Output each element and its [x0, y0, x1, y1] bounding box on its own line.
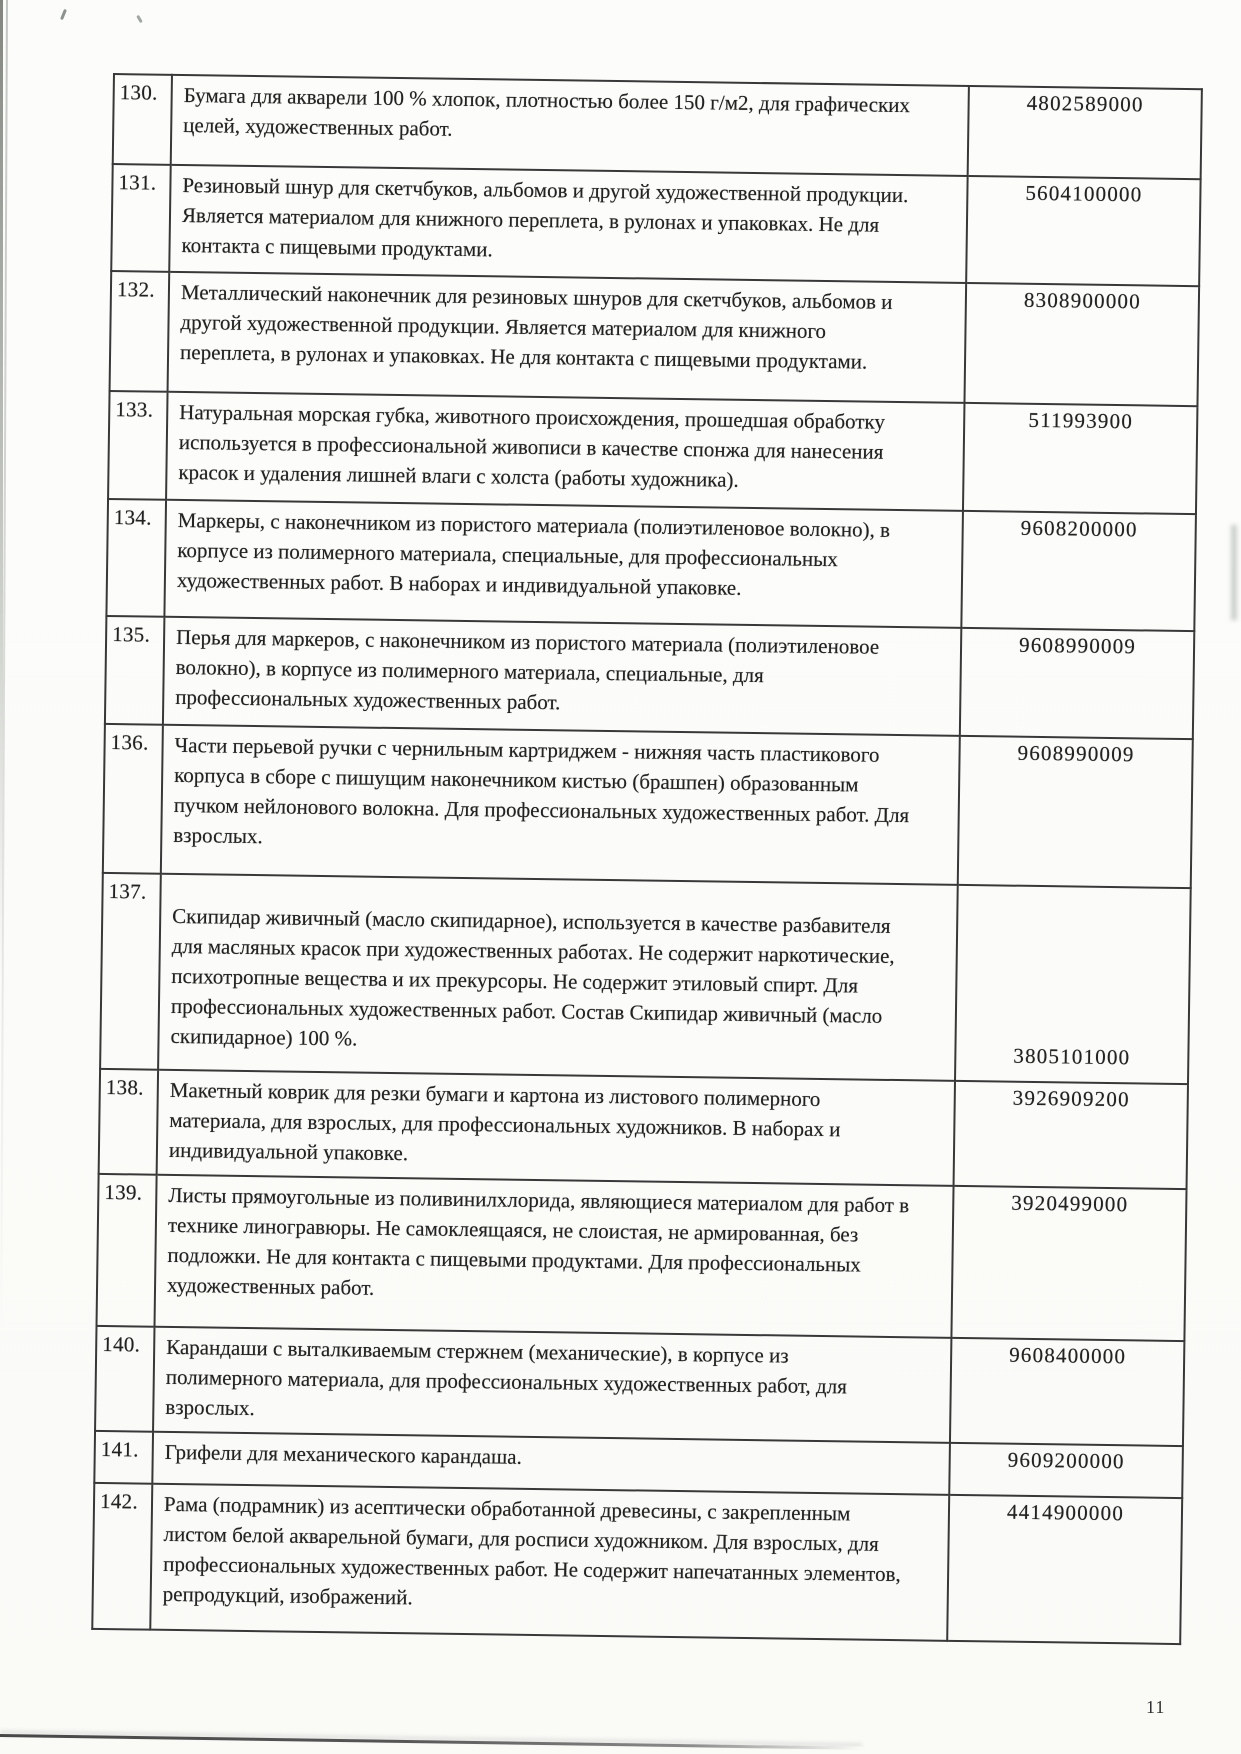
table-row	[95, 1326, 1184, 1446]
row-code: 4414900000	[947, 1495, 1182, 1644]
row-number: 141.	[94, 1431, 153, 1484]
row-code: 9608990009	[958, 736, 1193, 888]
row-description: Скипидар живичный (масло скипидарное), используется в качестве разбавителя для масляных красок при художественных работах. Не содержит наркотические, психотропные вещества и их прекурсоры. Не содержит этиловый спирт. Для профессиональных художественных работ. Состав Скипидар живичный (масло скипидарное) 100 %.	[158, 874, 958, 1081]
row-number: 139.	[97, 1174, 157, 1327]
row-number: 138.	[99, 1069, 158, 1175]
row-number: 142.	[92, 1483, 152, 1630]
row-code: 9608200000	[961, 511, 1196, 631]
row-description: Резиновый шнур для скетчбуков, альбомов и другой художественной продукции. Является материалом для книжного переплета, в рулонах и упаковках. Не для контакта с пищевыми продуктами.	[169, 165, 967, 283]
table-row	[97, 1174, 1187, 1341]
row-code: 8308900000	[964, 283, 1199, 406]
row-number: 133.	[108, 391, 168, 500]
row-description: Грифели для механического карандаша.	[152, 1432, 950, 1495]
row-code: 9608990009	[960, 628, 1194, 739]
row-code: 9608400000	[950, 1338, 1184, 1446]
table-row	[110, 271, 1200, 406]
table-row	[103, 724, 1193, 888]
table-row	[99, 1069, 1188, 1189]
goods-codes-table-wrapper	[91, 73, 1201, 1645]
table-row	[100, 873, 1191, 1084]
row-code: 3805101000	[955, 885, 1191, 1084]
table-row	[111, 164, 1200, 286]
page-number: 11	[1146, 1697, 1166, 1717]
table-row	[92, 1483, 1182, 1644]
row-number: 131.	[111, 164, 170, 272]
row-number: 136.	[103, 724, 163, 874]
table-row	[108, 391, 1197, 514]
row-description: Части перьевой ручки с чернильным картриджем - нижняя часть пластикового корпуса в сборе с пишущим наконечником кистью (брашпен) образованным пучком нейлонового волокна. Для профессиональных художественных работ. Для взрослых.	[161, 725, 960, 885]
row-code: 511993900	[963, 403, 1197, 514]
row-description: Макетный коврик для резки бумаги и картона из листового полимерного материала, для взрослых, для профессиональных художников. В наборах и индивидуальной упаковке.	[157, 1070, 955, 1186]
row-code: 3920499000	[951, 1186, 1186, 1341]
table-row	[105, 616, 1194, 739]
row-number: 137.	[100, 873, 161, 1070]
goods-codes-table	[91, 73, 1203, 1645]
row-description: Натуральная морская губка, животного происхождения, прошедшая обработку используется в профессиональной живописи в качестве спонжа для нанесения красок и удаления лишней влаги с холста (работы художника).	[166, 392, 964, 511]
row-description: Карандаши с выталкиваемым стержнем (механические), в корпусе из полимерного материала, для профессиональных художественных работ, для взрослых.	[153, 1327, 951, 1443]
row-code: 3926909200	[954, 1081, 1188, 1189]
row-description: Перья для маркеров, с наконечником из пористого материала (полиэтиленовое волокно), в корпусе из полимерного материала, специальные, для профессиональных художественных работ.	[163, 617, 961, 736]
row-description: Маркеры, с наконечником из пористого материала (полиэтиленовое волокно), в корпусе из полимерного материала, специальные, для профессиональных художественных работ. В наборах и индивидуальной упаковке.	[164, 500, 963, 628]
row-number: 135.	[105, 616, 165, 725]
row-description: Листы прямоугольные из поливинилхлорида, являющиеся материалом для работ в технике линогравюры. Не самоклеящаяся, не слоистая, не армированная, без подложки. Не для контакта с пищевыми продуктами. Для профессиональных художественных работ.	[154, 1175, 953, 1338]
table-row	[113, 74, 1202, 179]
table-row	[106, 499, 1196, 631]
row-description: Рама (подрамник) из асептически обработанной древесины, с закрепленным листом белой акварельной бумаги, для росписи художником. Для взрослых, для профессиональных художественных работ. Не содержит напечатанных элементов, репродукций, изображений.	[150, 1484, 949, 1641]
row-number: 132.	[110, 271, 170, 392]
row-number: 140.	[95, 1326, 154, 1432]
row-number: 134.	[106, 499, 166, 617]
row-number: 130.	[113, 74, 172, 165]
row-code: 5604100000	[966, 176, 1200, 286]
row-code: 4802589000	[968, 86, 1202, 179]
scan-smudge-right-edge	[1231, 525, 1237, 620]
row-description: Бумага для акварели 100 % хлопок, плотностью более 150 г/м2, для графических целей, художественных работ.	[171, 75, 969, 176]
row-description: Металлический наконечник для резиновых шнуров для скетчбуков, альбомов и другой художественной продукции. Является материалом для книжного переплета, в рулонах и упаковках. Не для контакта с пищевыми продуктами.	[168, 272, 967, 403]
row-code: 9609200000	[949, 1443, 1183, 1498]
